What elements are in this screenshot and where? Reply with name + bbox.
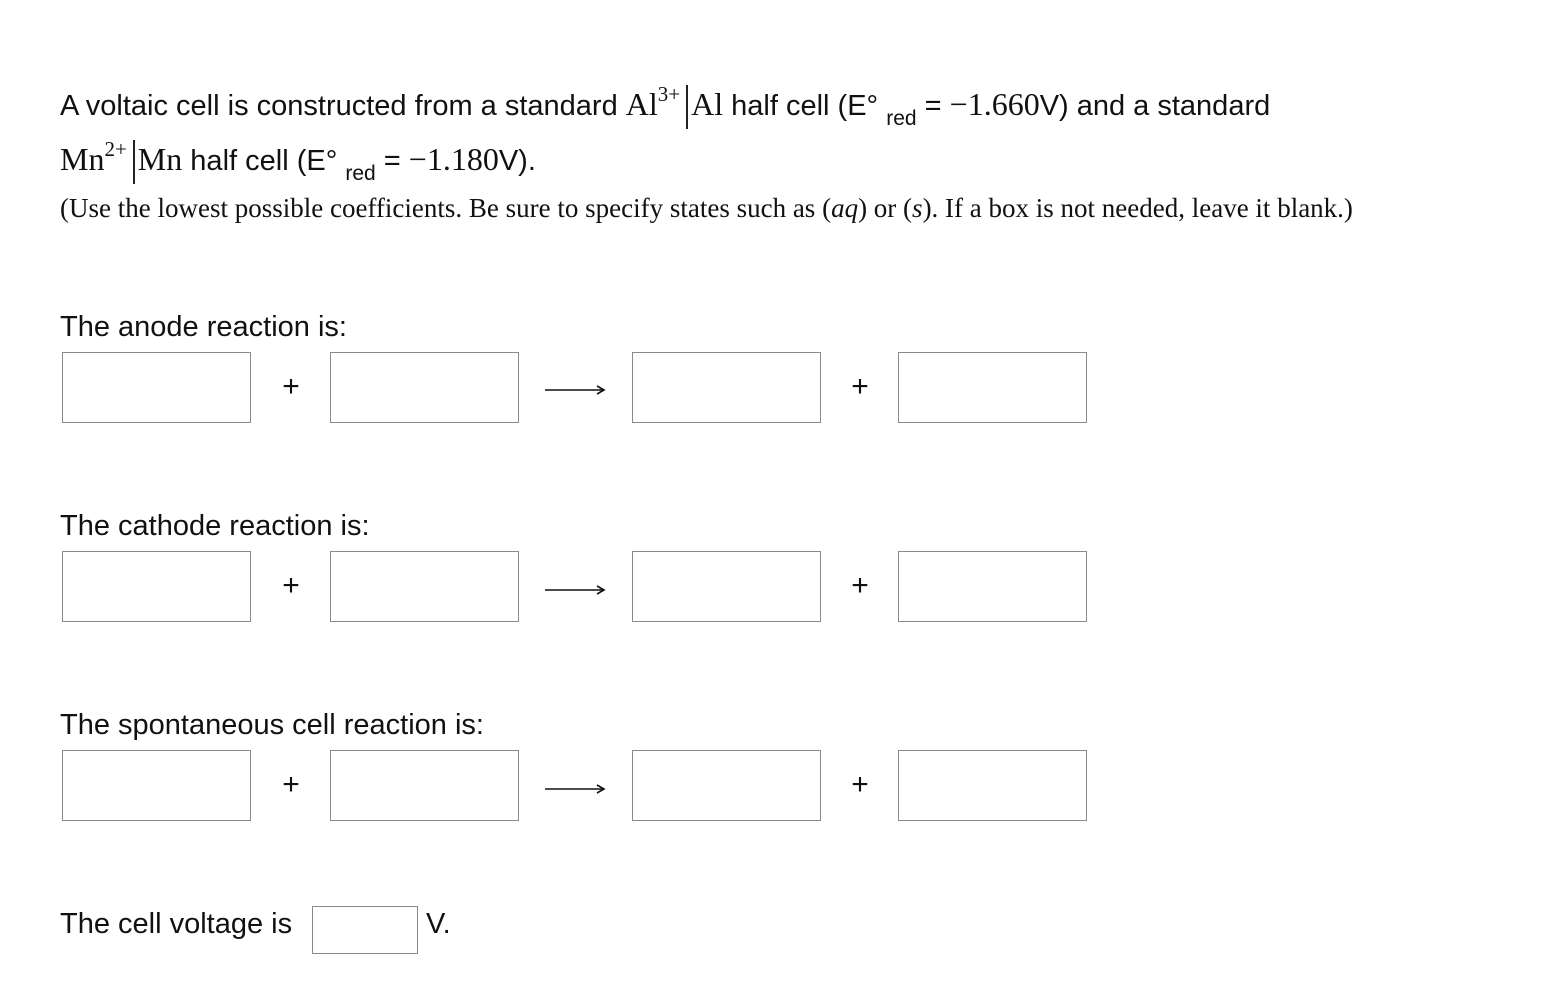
cell-voltage-label: The cell voltage is [60,908,293,940]
red-subscript: red [886,107,917,130]
plus-sign: + [282,768,300,801]
manganese-potential-value: −1.180 [408,141,499,177]
plus-sign: + [851,569,869,602]
anode-reaction-label: The anode reaction is: [60,311,347,343]
voltage-unit-label: V. [426,908,451,940]
aluminum-potential-value: −1.660 [949,86,1040,122]
half-cell-separator [133,140,135,184]
cell-reactant-2-input[interactable] [330,750,519,821]
cell-product-2-input[interactable] [898,750,1087,821]
manganese-metal-symbol: Mn [137,141,183,177]
cell-voltage-input[interactable] [312,906,418,954]
red-subscript: red [345,162,376,185]
anode-product-2-input[interactable] [898,352,1087,423]
plus-sign: + [851,370,869,403]
cell-reaction-label: The spontaneous cell reaction is: [60,709,484,741]
aluminum-ion-symbol: $Al^{3+}$ [625,82,681,122]
manganese-ion-symbol: $Mn^{2+}$ [60,137,127,177]
anode-reactant-2-input[interactable] [330,352,519,423]
cathode-reactant-1-input[interactable] [62,551,251,622]
cathode-product-2-input[interactable] [898,551,1087,622]
plus-sign: + [851,768,869,801]
anode-reactant-1-input[interactable] [62,352,251,423]
aluminum-metal-symbol: Al [691,86,724,122]
problem-statement-line-1: A voltaic cell is constructed from a standard $Al^{3+}$ Al half cell (E° $_{red}$ = −1.660V) and a standard [60,82,1271,130]
cell-product-1-input[interactable] [632,750,821,821]
anode-product-1-input[interactable] [632,352,821,423]
plus-sign: + [282,370,300,403]
half-cell-separator [686,85,688,129]
cathode-reactant-2-input[interactable] [330,551,519,622]
reaction-arrow-icon [545,782,607,796]
reaction-arrow-icon [545,583,607,597]
problem-statement-line-2: $Mn^{2+}$ Mn half cell (E° $_{red}$ = −1.180V). [60,137,536,185]
instructions: (Use the lowest possible coefficients. Be sure to specify states such as (aq) or (s). If a box is not needed, leave it blank.) [60,193,1353,223]
intro-text: A voltaic cell is constructed from a standard [60,90,626,122]
cathode-reaction-label: The cathode reaction is: [60,510,370,542]
plus-sign: + [282,569,300,602]
reaction-arrow-icon [545,383,607,397]
cell-reactant-1-input[interactable] [62,750,251,821]
cathode-product-1-input[interactable] [632,551,821,622]
